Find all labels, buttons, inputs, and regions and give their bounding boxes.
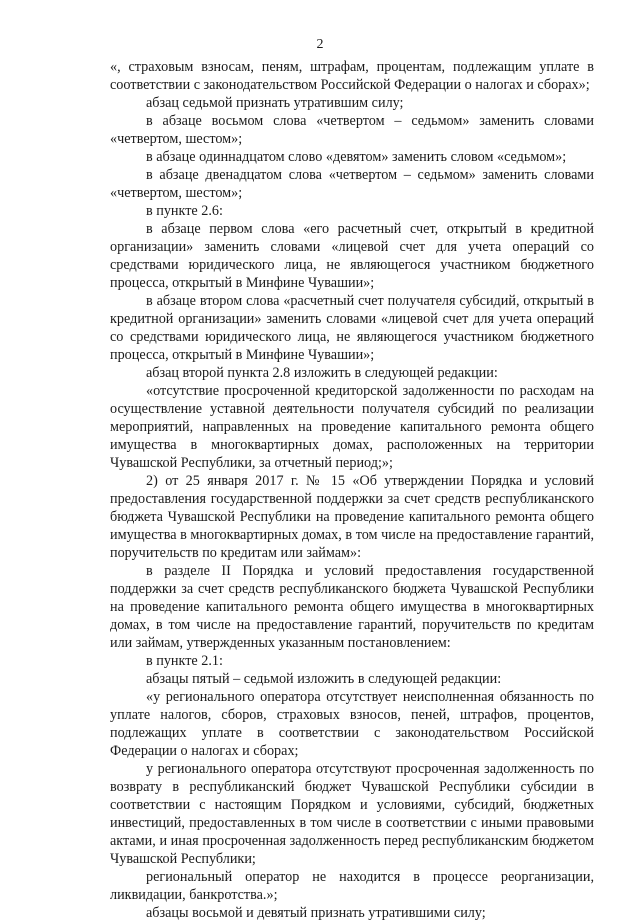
paragraph: в абзаце двенадцатом слова «четвертом – седьмом» заменить словами «четвертом, шестом»; xyxy=(110,167,594,201)
paragraph: 2) от 25 января 2017 г. № 15 «Об утверждении Порядка и условий предоставления государственной поддержки за счет средств республиканского бюджета Чувашской Республики на проведение капитального ремонта общего имущества в многоквартирных домах, в том числе на предоставление гарантий, поручительств по кредитам или займам»: xyxy=(110,473,594,561)
paragraph: в абзаце восьмом слова «четвертом – седьмом» заменить словами «четвертом, шестом»; xyxy=(110,113,594,147)
paragraph: в абзаце втором слова «расчетный счет получателя субсидий, открытый в кредитной организации» заменить словами «лицевой счет для учета операций со средствами юридического лица, не являющегося участником бюджетного процесса, открытый в Минфине Чувашии»; xyxy=(110,293,594,363)
paragraph: «, страховым взносам, пеням, штрафам, процентам, подлежащим уплате в соответствии с законодательством Российской Федерации о налогах и сборах»; xyxy=(110,59,594,93)
paragraph: в пункте 2.6: xyxy=(146,203,223,219)
paragraph: в пункте 2.1: xyxy=(146,653,223,669)
page-number: 2 xyxy=(316,37,324,52)
paragraph: в разделе II Порядка и условий предоставления государственной поддержки за счет средств республиканского бюджета Чувашской Республики на проведение капитального ремонта общего имущества в многоквартирных домах, в том числе на предоставление гарантий, поручительств по кредитам или займам, утвержденных указанным постановлением: xyxy=(110,563,594,651)
paragraph: абзац седьмой признать утратившим силу; xyxy=(146,95,404,111)
paragraph: абзацы пятый – седьмой изложить в следующей редакции: xyxy=(146,671,502,687)
paragraph: «у регионального оператора отсутствует неисполненная обязанность по уплате налогов, сборов, страховых взносов, пеней, штрафов, процентов, подлежащих уплате в соответствии с законодательством Российской Федерации о налогах и сборах; xyxy=(110,689,594,759)
paragraph: абзацы восьмой и девятый признать утратившими силу; xyxy=(146,905,486,921)
paragraph: «отсутствие просроченной кредиторской задолженности по расходам на осуществление уставной деятельности получателя субсидий по реализации мероприятий, направленных на проведение капитального ремонта общего имущества в многоквартирных домах, расположенных на территории Чувашской Республики, за отчетный период;»; xyxy=(110,383,594,471)
paragraph: в абзаце одиннадцатом слово «девятом» заменить словом «седьмом»; xyxy=(146,149,567,165)
paragraph: абзац второй пункта 2.8 изложить в следующей редакции: xyxy=(146,365,498,381)
paragraph: у регионального оператора отсутствуют просроченная задолженность по возврату в республиканский бюджет Чувашской Республики субсидии в соответствии с настоящим Порядком и условиями, субсидий, бюджетных инвестиций, предоставленных в том числе в соответствии с иными правовыми актами, и иная просроченная задолженность перед республиканским бюджетом Чувашской Республики; xyxy=(110,761,594,867)
paragraph: региональный оператор не находится в процессе реорганизации, ликвидации, банкротства.»; xyxy=(110,869,594,903)
paragraph: в абзаце первом слова «его расчетный счет, открытый в кредитной организации» заменить словами «лицевой счет для учета операций со средствами юридического лица, не являющегося участником бюджетного процесса, открытый в Минфине Чувашии»; xyxy=(110,221,594,291)
document-body xyxy=(110,58,594,922)
